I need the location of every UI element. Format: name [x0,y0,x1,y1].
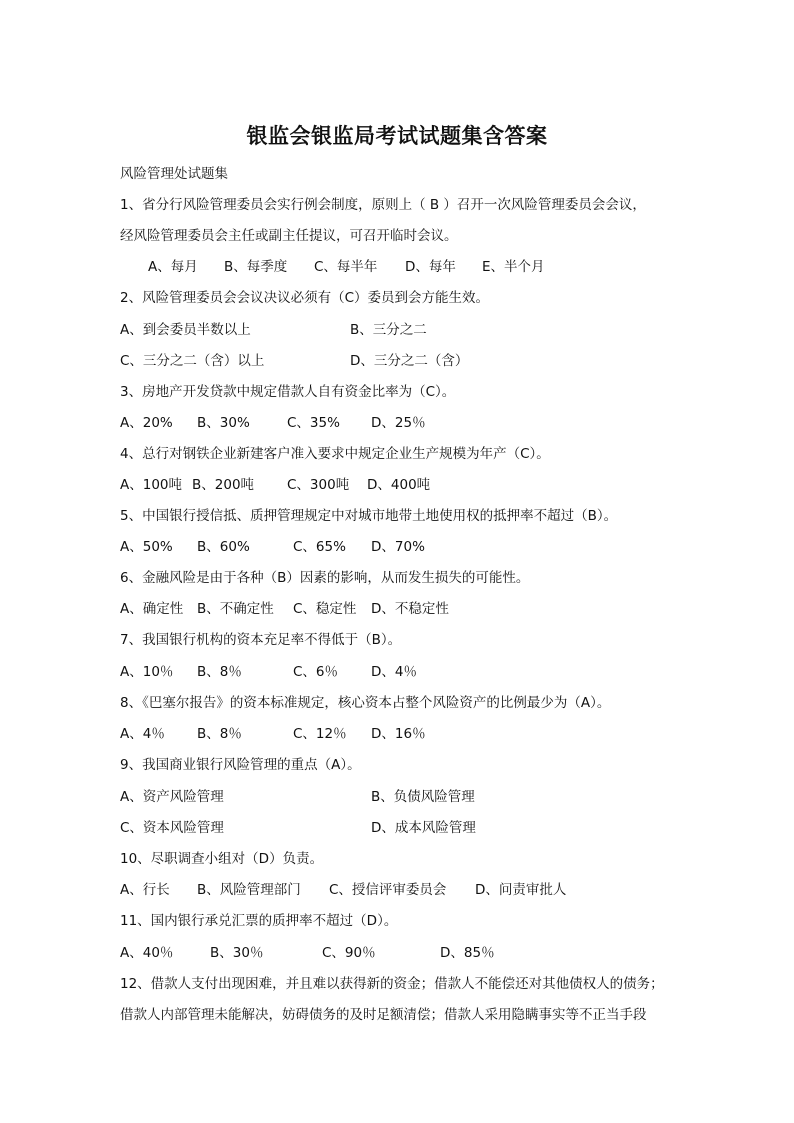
option-a: A、50% [120,539,173,555]
question-12-line-1: 12、借款人支付出现困难，并且难以获得新的资金；借款人不能偿还对其他债权人的债务； [120,976,664,992]
question-9-line-1: 9、我国商业银行风险管理的重点（A）。 [120,757,361,773]
option-b: B、三分之二 [350,322,427,338]
option-b: B、200吨 [192,477,255,493]
option-a: A、资产风险管理 [120,789,224,805]
question-7-options [120,662,680,682]
option-e: E、半个月 [482,259,545,275]
question-4-options [120,475,680,495]
option-c: C、三分之二（含）以上 [120,353,265,369]
question-2-line-1: 2、风险管理委员会会议决议必须有（C）委员到会方能生效。 [120,290,490,306]
question-3-line-1: 3、房地产开发贷款中规定借款人自有资金比率为（C）。 [120,384,456,400]
question-4-line-1: 4、总行对钢铁企业新建客户准入要求中规定企业生产规模为年产（C）。 [120,446,550,462]
option-c: C、35% [287,415,340,431]
option-a: A、到会委员半数以上 [120,322,251,338]
option-c: C、300吨 [287,477,350,493]
question-10-line-1: 10、尽职调查小组对（D）负责。 [120,851,324,867]
question-7-line-1: 7、我国银行机构的资本充足率不得低于（B）。 [120,632,402,648]
option-a: A、10％ [120,664,174,680]
question-6-line-1: 6、金融风险是由于各种（B）因素的影响，从而发生损失的可能性。 [120,570,530,586]
document-title: 银监会银监局考试试题集含答案 [246,123,548,148]
option-d: D、25％ [371,415,426,431]
option-d: D、问责审批人 [475,882,567,898]
question-8-options [120,724,680,744]
section-heading: 风险管理处试题集 [120,166,228,182]
option-d: D、每年 [405,259,456,275]
option-a: A、20% [120,415,173,431]
option-a: A、40％ [120,945,174,961]
option-a: A、行长 [120,882,170,898]
question-3-options [120,413,680,433]
option-b: B、风险管理部门 [197,882,301,898]
question-10-options [120,880,680,900]
option-a: A、每月 [148,259,198,275]
question-9-options-row-2 [120,818,680,838]
option-c: C、授信评审委员会 [329,882,447,898]
option-c: C、65% [293,539,346,555]
option-d: D、4％ [371,664,417,680]
option-b: B、每季度 [224,259,288,275]
option-a: A、4％ [120,726,165,742]
question-1-line-2: 经风险管理委员会主任或副主任提议，可召开临时会议。 [120,228,458,244]
question-5-options [120,537,680,557]
option-b: B、60% [197,539,250,555]
option-d: D、70% [371,539,425,555]
question-12-line-2: 借款人内部管理未能解决，妨碍债务的及时足额清偿；借款人采用隐瞒事实等不正当手段 [120,1007,647,1023]
question-1-line-1: 1、省分行风险管理委员会实行例会制度，原则上（ B ）召开一次风险管理委员会会议， [120,197,646,213]
question-2-options-row-2 [120,351,680,371]
question-2-options-row-1 [120,320,680,340]
option-d: D、成本风险管理 [371,820,476,836]
option-c: C、12％ [293,726,347,742]
option-d: D、不稳定性 [371,601,449,617]
option-b: B、不确定性 [197,601,274,617]
option-d: D、400吨 [367,477,431,493]
option-d: D、三分之二（含） [350,353,469,369]
question-11-line-1: 11、国内银行承兑汇票的质押率不超过（D）。 [120,913,398,929]
question-8-line-1: 8、《巴塞尔报告》的资本标准规定，核心资本占整个风险资产的比例最少为（A）。 [120,695,611,711]
option-c: C、每半年 [314,259,378,275]
option-b: B、负债风险管理 [371,789,475,805]
question-1-options [120,257,680,277]
question-9-options-row-1 [120,787,680,807]
option-c: C、6％ [293,664,339,680]
option-b: B、8％ [197,726,242,742]
question-6-options [120,599,680,619]
option-a: A、确定性 [120,601,184,617]
option-c: C、稳定性 [293,601,357,617]
question-11-options [120,943,680,963]
option-a: A、100吨 [120,477,183,493]
option-d: D、16％ [371,726,426,742]
option-b: B、8％ [197,664,242,680]
option-b: B、30% [197,415,250,431]
option-b: B、30％ [210,945,264,961]
question-5-line-1: 5、中国银行授信抵、质押管理规定中对城市地带土地使用权的抵押率不超过（B）。 [120,508,618,524]
option-c: C、资本风险管理 [120,820,224,836]
option-d: D、85％ [440,945,495,961]
option-c: C、90％ [322,945,376,961]
